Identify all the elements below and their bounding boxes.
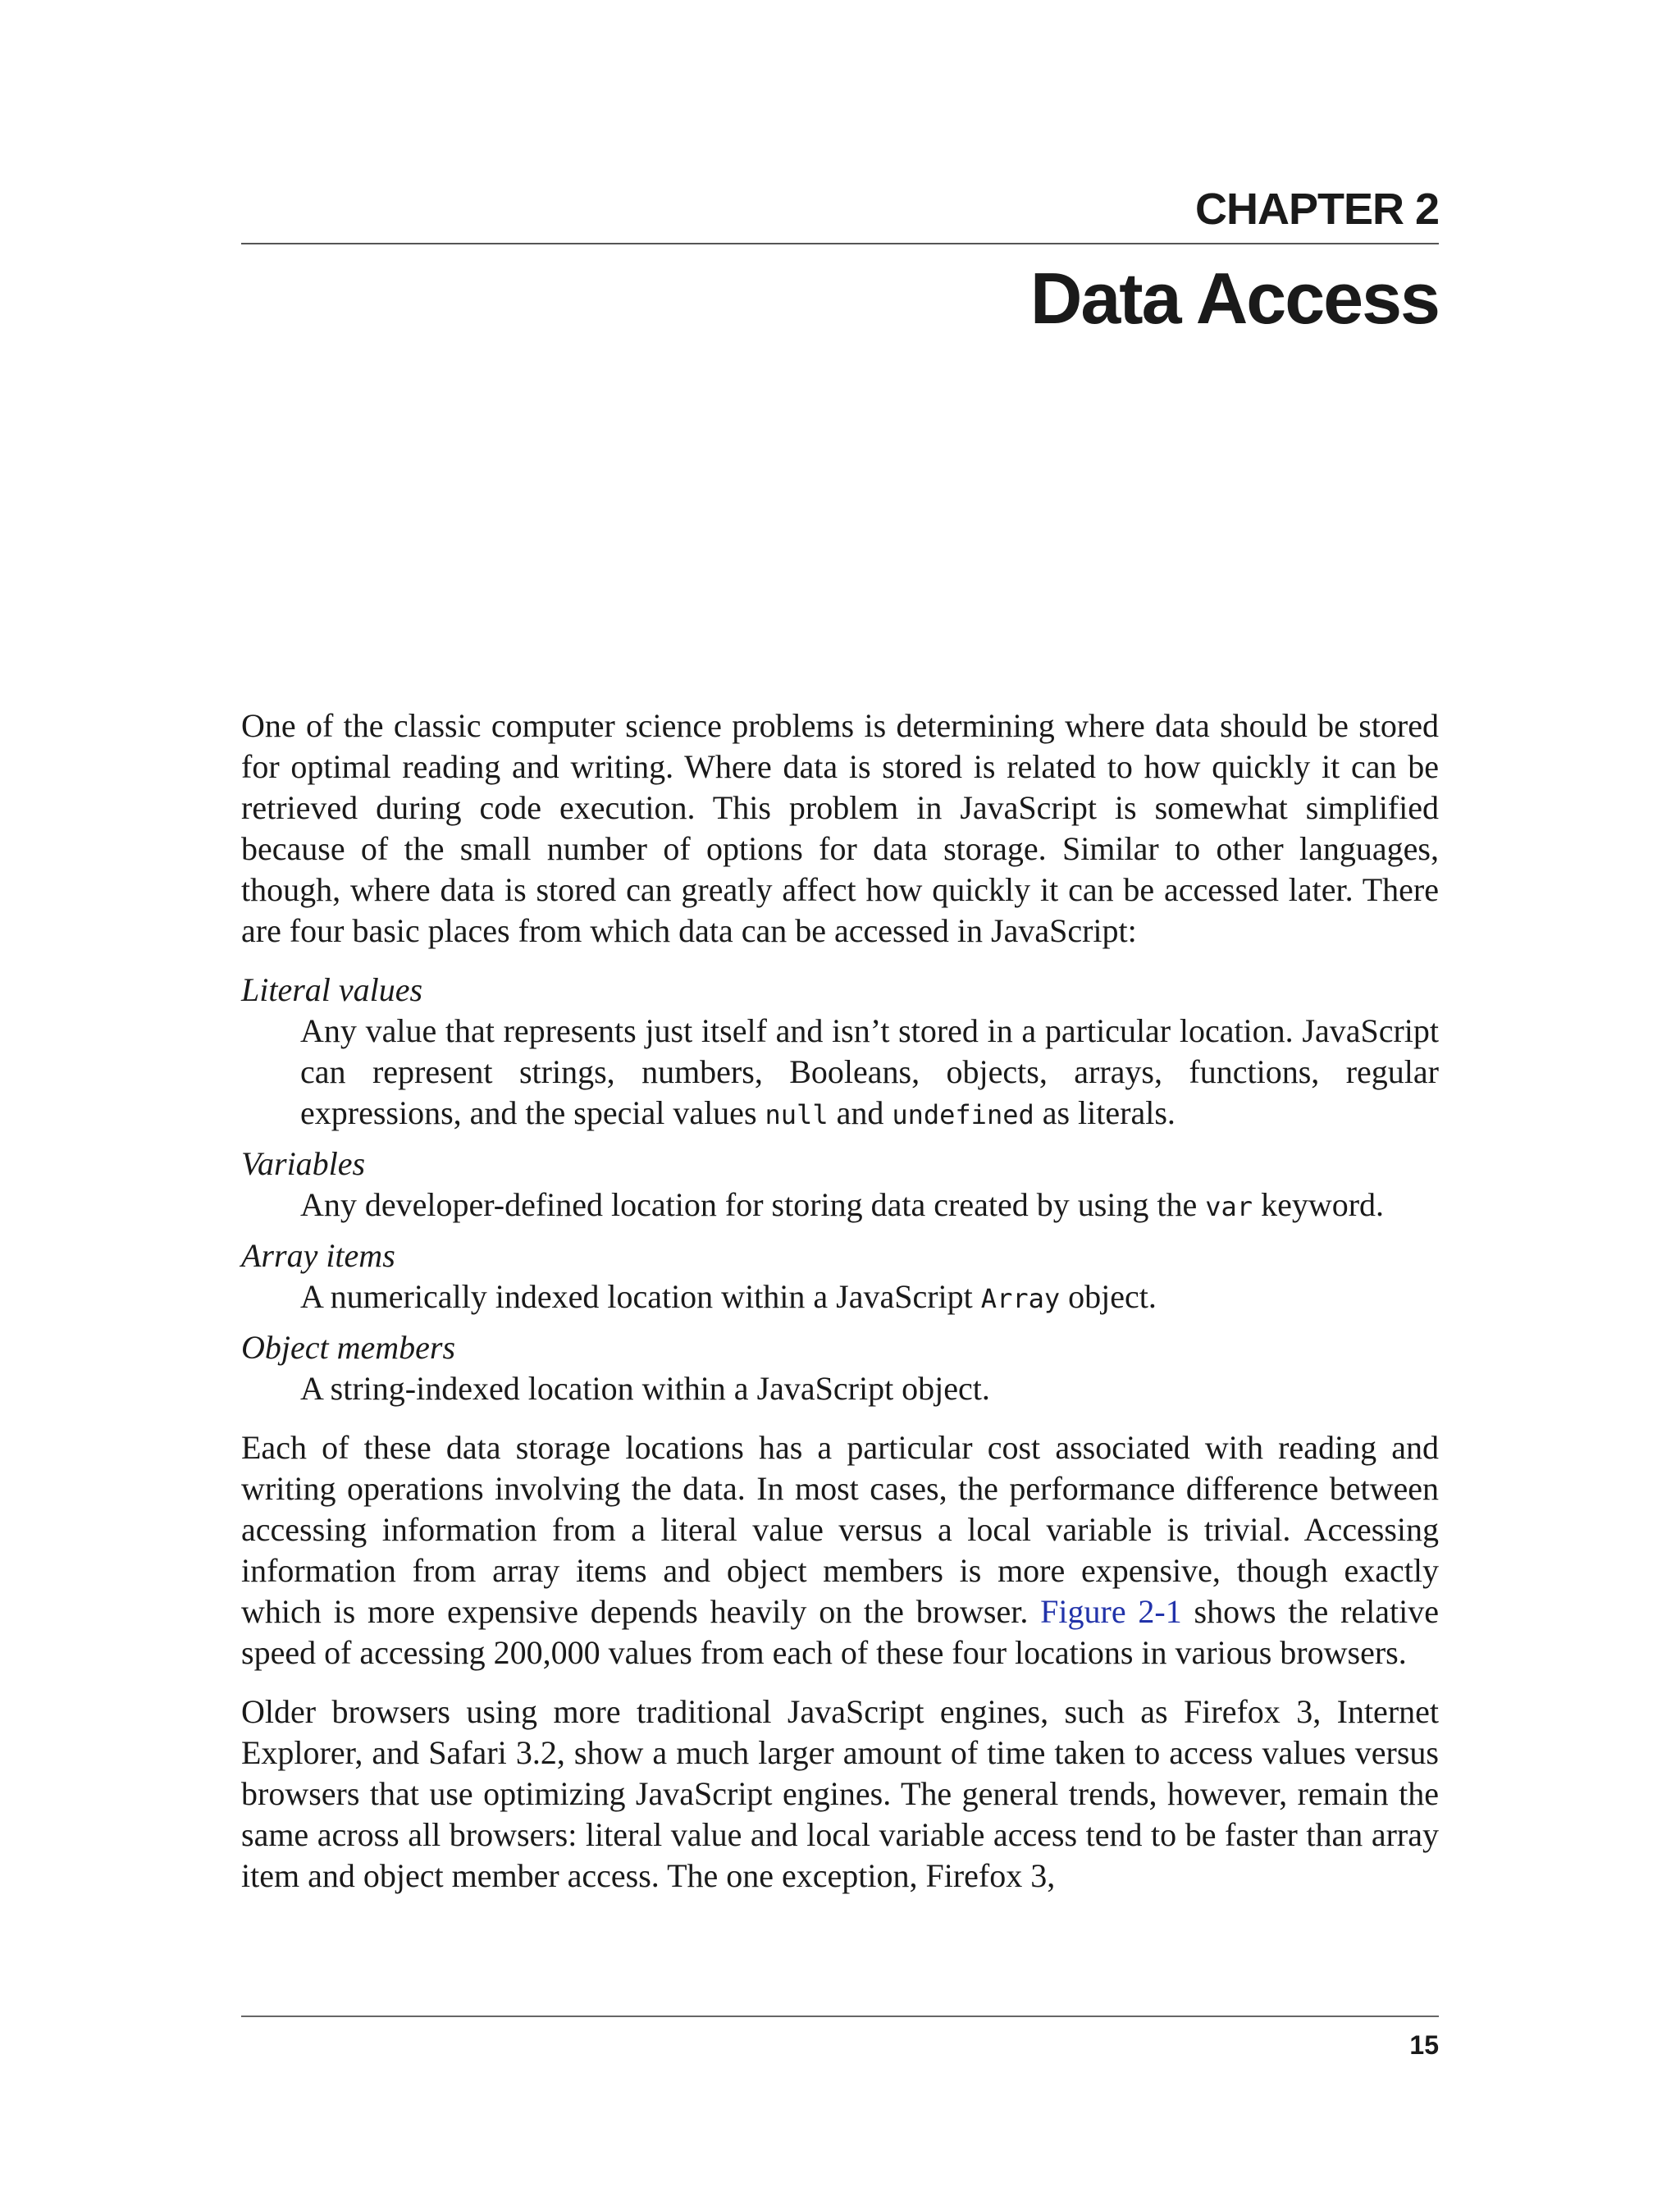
footer-rule (241, 2016, 1439, 2017)
code-null: null (765, 1099, 829, 1130)
desc-literal-values: Any value that represents just itself and isn’t stored in a particular location. JavaScript can represent strings, numbers, Booleans, objects, arrays, functions, regular expressions, and the special values null and undefined as literals. (300, 1012, 1439, 1131)
page-number: 15 (1409, 2030, 1439, 2060)
term-literal-values: Literal values (241, 971, 423, 1008)
definition-list (241, 970, 1439, 1409)
chapter-label: CHAPTER 2 (1194, 185, 1439, 234)
paragraph-2: Each of these data storage locations has a particular cost associated with reading and writing operations involving the data. In most cases, the performance difference between accessing information from a literal value versus a local variable is trivial. Accessing information from array items and object members is more expensive, though exactly which is more expensive depends heavily on the browser. Figure 2-1 shows the relative speed of accessing 200,000 values from each of these four locations in various browsers. (241, 1429, 1439, 1671)
intro-paragraph: One of the classic computer science problems is determining where data should be stored for optimal reading and writing. Where data is stored is related to how quickly it can be retrieved during code execution. This problem in JavaScript is somewhat simplified because of the small number of options for data storage. Similar to other languages, though, where data is stored can greatly affect how quickly it can be accessed later. There are four basic places from which data can be accessed in JavaScript: (241, 707, 1439, 949)
term-array-items: Array items (241, 1237, 395, 1274)
desc-object-members: A string-indexed location within a JavaScript object. (300, 1370, 990, 1407)
term-variables: Variables (241, 1145, 366, 1182)
header-rule (241, 243, 1439, 244)
desc-variables: Any developer-defined location for storing data created by using the var keyword. (300, 1186, 1385, 1223)
term-object-members: Object members (241, 1329, 456, 1366)
code-var: var (1205, 1191, 1253, 1222)
paragraph-3: Older browsers using more traditional JavaScript engines, such as Firefox 3, Internet Explorer, and Safari 3.2, show a much larger amount of time taken to access values versus browsers that use optimizing JavaScript engines. The general trends, however, remain the same across all browsers: literal value and local variable access tend to be faster than array item and object member access. The one exception, Firefox 3, (241, 1693, 1439, 1894)
desc-array-items: A numerically indexed location within a JavaScript Array object. (300, 1278, 1157, 1315)
figure-2-1-link[interactable]: Figure 2-1 (1040, 1593, 1182, 1630)
code-undefined: undefined (892, 1099, 1034, 1130)
code-array: Array (980, 1283, 1061, 1314)
body-text (241, 705, 1439, 1915)
chapter-title: Data Access (1029, 258, 1439, 339)
